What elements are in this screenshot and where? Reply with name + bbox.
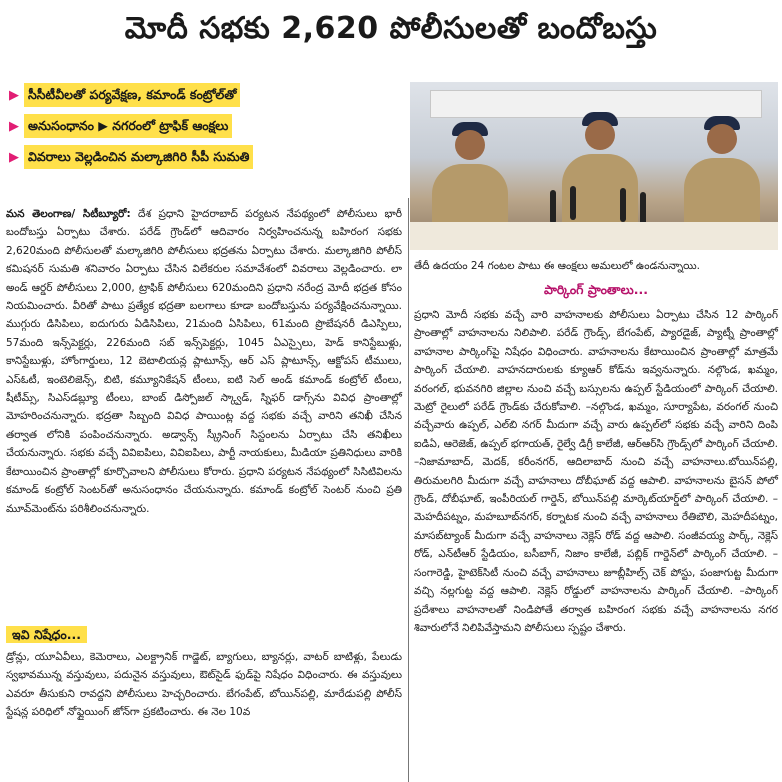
headline: మోదీ సభకు 2,620 పోలీసులతో బందోబస్తు <box>124 11 658 46</box>
parking-body: ప్రధాని మోదీ సభకు వచ్చే వారి వాహనాలకు పోలీసులు ఏర్పాటు చేసిన 12 పార్కింగ్ ప్రాంతాల్లో వాహనాలను నిలిపాలి. పరేడ్ గ్రౌండ్స్, బేగంపేట్, ప్యారడైజ్, ప్యాట్నీ ప్రాంతాల్లో వాహనాల పార్కింగ్‌పై నిషేధం విధించారు. వాహనాలను కేటాయించిన ప్రాంతాల్లో మాత్రమే పార్కింగ్ చేయాలి. వాహనదారులకు క్యూఆర్ కోడ్‌ను ఇవ్వనున్నారు. నల్గొండ, ఖమ్మం, వరంగల్, భువనగిరి జిల్లాల నుంచి వచ్చే బస్సులను ఉప్పల్ స్టేడియంలో పార్కింగ్ చేయాలి. మెట్రో రైలులో పరేడ్ గ్రౌండ్‌కు చేరుకోవాలి. –నల్గొండ, ఖమ్మం, సూర్యాపేట, వరంగల్ నుంచి వచ్చేవారు ఉప్పల్, ఎల్‌బి నగర్ మీదుగా వచ్చే వారు ఉప్పల్‌లో సభకు వచ్చే వారిని దింపి ఐడిఏ, ఆరెజెజ్, ఉప్పల్ భగాయత్, రైల్వే డిగ్రీ కాలేజీ, ఆర్‌ఆర్‌సి గ్రౌండ్స్‌లో పార్కింగ్ చేయాలి. –నిజామాబాద్, మెదక్, కరీంనగర్, ఆదిలాబాద్ నుంచి వచ్చే వాహనాలు.బోయిన్‌పల్లి, తిరుమలగిరి మీదుగా వచ్చే వాహనాలు దోబీఘాట్ వద్ద ఆపాలి. వాహనాలను బైసన్ పోలో గ్రౌండ్, దోబీఘాట్, ఇంపీరియల్ గార్డెన్, బోయిన్‌పల్లి మార్కెట్‌యార్డ్‌లో పార్కింగ్ చేయాలి. –మెహదీపట్నం, మహబూబ్‌నగర్, కర్నాటక నుంచి వచ్చే వాహనాలు రేతిబౌలి, మెహదీపట్నం, మాసబ్‌ట్యాంక్ మీదుగా వచ్చే వాహనాలు నెక్లెస్ రోడ్ వద్ద ఆపాలి. సంజీవయ్య పార్క్, నెక్లెస్ రోడ్, ఎన్‌టీఆర్ స్టేడియం, బసీబాగ్, నిజాం కాలేజీ, పబ్లిక్ గార్డెన్‌లో పార్కింగ్ చేయాలి. –సంగారెడ్డి, హైటెక్‌సిటీ నుంచి వచ్చే వాహనాలు జూబ్లీహిల్స్ చెక్ పోస్టు, పంజాగుట్ట మీదుగా వచ్చి నల్లగుట్ట వద్ద ఆపాలి. నెక్లెస్ రోడ్డులో వాహనాలను పార్కింగ్ చేయాలి. –పార్కింగ్ ప్రదేశాలు వాహనాలతో నిండిపోతే తర్వాత బహిరంగ సభకు వచ్చే వాహనాలను నగర శివారులోనే నిలిపివేస్తామని పోలీసులు స్పష్టం చేశారు. <box>414 309 778 634</box>
banned-items-heading <box>6 627 87 646</box>
microphone <box>620 188 626 222</box>
microphone <box>550 190 556 224</box>
parking-article-column <box>414 306 778 637</box>
article-paragraph <box>6 205 402 518</box>
banned-items-column <box>6 648 402 722</box>
article-body: దేశ ప్రధాని హైదరాబాద్ పర్యటన నేపథ్యంలో పోలీసులు భారీ బందోబస్తు ఏర్పాటు చేశారు. పరేడ్ గ్రౌండ్‌లో ఆదివారం నిర్వహించనున్న బహిరంగ సభకు 2,620మంది పోలీసులతో మల్కాజిగిరి పోలీసులు భద్రతను ఏర్పాటు చేశారు. మల్కాజిగిరి పోలీస్ కమిషనర్ సుమతి శనివారం ఏర్పాటు చేసిన విలేకరుల సమావేశంలో వివరాలు వెల్లడించారు. లా అండ్ ఆర్డర్ పోలీసులు 2,000, ట్రాఫిక్ పోలీసులు 620మందిని ప్రధాని నరేంద్ర మోదీ భద్రత కోసం నియమించారు. వీరితో పాటు ప్రత్యేక భద్రతా బలగాలు కూడా బందోబస్తును పర్యవేక్షించనున్నాయి. ముగ్గురు డిసిపిలు, ఐదుగురు ఏడిసిపిలు, 21మంది ఏసిపిలు, 61మంది ప్రొబేషనరీ డిఎస్పిలు, 57మంది ఇన్స్‌పెక్టర్లు, 226మంది సబ్ ఇన్స్‌పెక్టర్లు, 1045 ఏఎస్సైలు, హెడ్ కానిస్టేబుళ్లు, కానిస్టేబుళ్లు, హోంగార్డులు, 12 బెటాలియన్ల ప్లాటూన్స్, ఆర్ ఎస్ ప్లాటూన్స్, ఆక్టోపస్ టీములు, ఎస్ఓటీ, ఇంటెలిజెన్స్, బిటి, కమ్యూనికేషన్ టీంలు, ఐటి సెల్ అండ్ కమాండ్ కంట్రోల్ టీంలు, షీటీమ్స్, సిఎస్‌డబ్ల్యూ టీంలు, బాంబ్ డిస్పోజల్ స్క్వాడ్, స్నిఫర్ డాగ్స్‌ను వివిధ ప్రాంతాల్లో మోహరించనున్నారు. భద్రతా సిబ్బంది వివిధ పాయింట్ల వద్ద సభకు వచ్చే వారిని తనిఖీ చేసిన తర్వాత లోనికి పంపించనున్నారు. అడ్వాన్స్ స్క్రీనింగ్ సిస్టంలను ఏర్పాటు చేసి తనిఖీలు చేయనున్నారు. సభకు వచ్చే వివిఐపిలు, వివిఐపిలు, పార్టీ నాయకులు, మీడియా ప్రతినిధులు వారికి కేటాయించిన ప్రాంతాల్లో కూర్చొవాలని పోలీసులు కోరారు. ప్రధాని పర్యటన నేపథ్యంలో సిసిటివిలను కమాండ్ కంట్రోల్ సెంటర్‌తో అనుసంధానం చేయనున్నారు. కమాండ్ కంట్రోల్ సెంటర్ నుంచి ప్రతి మూవ్‌మెంట్‌ను పరిశీలించనున్నారు. <box>6 208 402 515</box>
subhead-text: వివరాలు వెల్లడించిన మల్కాజిగిరి సీపీ సుమతి <box>24 145 253 169</box>
subheads <box>4 82 406 172</box>
column-divider <box>408 198 409 782</box>
parking-heading <box>414 282 778 304</box>
microphone <box>640 192 646 226</box>
subhead-3 <box>4 144 406 170</box>
subhead-1 <box>4 82 406 108</box>
arrow-icon: ▶ <box>9 87 19 103</box>
parking-heading-text: పార్కింగ్ ప్రాంతాలు... <box>543 282 649 297</box>
subhead-text: సీసీటీవీలతో పర్యవేక్షణ, కమాండ్ కంట్రోల్‌తో <box>24 83 240 107</box>
arrow-icon: ▶ <box>9 149 19 165</box>
dateline: మన తెలంగాణ/ సిటీబ్యూరో: <box>6 208 131 220</box>
press-conference-photo <box>410 82 778 250</box>
microphone <box>570 186 576 220</box>
press-table <box>410 222 778 250</box>
photo-caption: తేదీ ఉదయం 24 గంటల పాటు ఈ ఆంక్షలు అమలులో ఉండనున్నాయి. <box>414 260 700 272</box>
subhead-2 <box>4 113 406 139</box>
subhead-text: అనుసంధానం ▶ నగరంలో ట్రాఫిక్ ఆంక్షలు <box>24 114 232 138</box>
banned-heading-text: ఇవి నిషేధం... <box>6 626 87 643</box>
arrow-icon: ▶ <box>9 118 19 134</box>
banned-body: డ్రోన్లు, యూఏవీలు, కెమెరాలు, ఎలక్ట్రానిక్ గాడ్జెట్, బ్యాగులు, బ్యానర్లు, వాటర్ బాటిళ్లు, పేలుడు స్వభావమున్న వస్తువులు, పదునైన వస్తువులు, ఔట్‌సైడ్ ఫుడ్‌పై నిషేధం విధించారు. ఈ వస్తువులు ఎవరూ తీసుకుని రావద్దని పోలీసులు హెచ్చరించారు. బేగంపేట్, బోయిన్‌పల్లి, మారేడుపల్లి పోలీస్ స్టేషన్ల పరిధిలో నోఫ్లైయింగ్ జోన్‌గా ప్రకటించారు. ఈ నెల 10వ <box>6 651 402 719</box>
left-article-column <box>6 205 402 518</box>
